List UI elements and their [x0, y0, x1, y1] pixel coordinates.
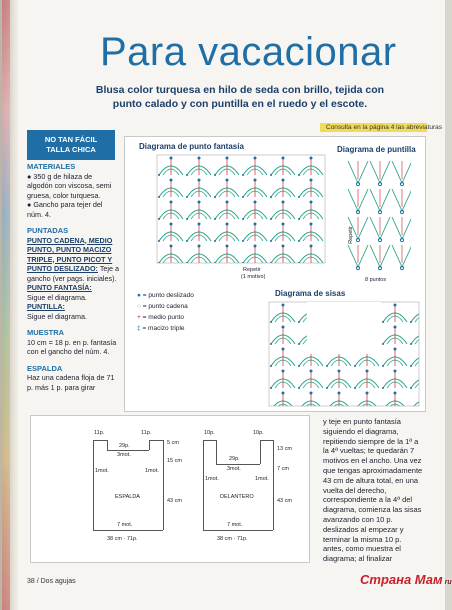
puntilla-repeat-label: Repetir	[347, 226, 354, 244]
back-dim-15: 15 cm	[167, 458, 182, 464]
fantasia-repeat-sub: (1 motivo)	[241, 274, 266, 280]
front-shoulder-right: 10p.	[253, 430, 264, 436]
puntilla-chart	[347, 159, 413, 275]
front-shoulder-left: 10p.	[204, 430, 215, 436]
page-footer: 38 / Dos agujas	[27, 578, 76, 585]
front-mot-right: 1mot.	[255, 476, 269, 482]
back-bottom-mot: 7 mot.	[117, 522, 133, 528]
sample-heading: MUESTRA	[27, 328, 65, 337]
legend-item: + = medio punto	[137, 314, 184, 321]
crochet-diagram-panel	[124, 136, 426, 412]
sisas-chart	[269, 302, 419, 408]
stitches-heading: PUNTADAS	[27, 226, 69, 235]
front-label: DELANTERO	[220, 494, 254, 500]
legend-item: ● = punto deslizado	[137, 292, 194, 299]
back-shoulder-left: 11p.	[94, 430, 105, 436]
back-height: 43 cm	[167, 498, 182, 504]
instructions-sidebar: MATERIALES ● 350 g de hilaza de algodón con viscosa, semi gruesa, color turquesa. ● Gancho para tejer del núm. 4. PUNTADAS PUNTO CADENA, MEDIO PUNTO, PUNTO MACIZO TRIPLE, PUNTO PICOT Y PUNTO DESLIZADO: Teje a gancho (ver pags. iniciales). PUNTO FANTASÍA: Sigue el diagrama. PUNTILLA: Sigue el diagrama. MUESTRA 10 cm = 18 p. en p. fantasía con el gancho del núm. 4. ESPALDA Haz una cadena floja de 71 p. más 1 p. para girar	[27, 162, 120, 392]
stitch-term: PUNTO CADENA, MEDIO PUNTO, PUNTO MACIZO TRIPLE, PUNTO PICOT Y PUNTO DESLIZADO:	[27, 235, 113, 273]
front-height: 43 cm	[277, 498, 292, 504]
front-dim-7: 7 cm	[277, 466, 289, 472]
sisas-diagram-title: Diagrama de sisas	[275, 289, 346, 298]
back-neck-mot: 3mot.	[117, 452, 131, 458]
back-mot-left: 1mot.	[95, 468, 109, 474]
reference-note: Consulta en la página 4 las abreviaturas	[326, 124, 443, 131]
back-shoulder-right: 11p.	[141, 430, 152, 436]
materials-heading: MATERIALES	[27, 162, 76, 171]
difficulty-badge: NO TAN FÁCIL TALLA CHICA	[27, 130, 115, 160]
front-mot-left: 1mot.	[205, 476, 219, 482]
front-bottom-mot: 7 mot.	[227, 522, 243, 528]
back-neck: 29p.	[119, 443, 130, 449]
stitch-term: PUNTO FANTASÍA:	[27, 283, 92, 292]
stitch-term: PUNTILLA:	[27, 302, 65, 311]
front-neck: 29p.	[229, 456, 240, 462]
spine-strip	[2, 0, 10, 610]
front-neck-mot: 3mot.	[227, 466, 241, 472]
page-subtitle: Blusa color turquesa en hilo de seda con brillo, tejida con punto calado y con puntilla en el ruedo y el escote.	[95, 84, 385, 110]
fantasia-chart	[157, 155, 327, 265]
fantasia-repeat-label: Repetir	[243, 267, 261, 273]
front-dim-13: 13 cm	[277, 446, 292, 452]
fantasia-diagram-title: Diagrama de punto fantasía	[139, 142, 244, 151]
legend-item: ○ = punto cadena	[137, 303, 188, 310]
back-mot-right: 1mot.	[145, 468, 159, 474]
back-dim-5: 5 cm	[167, 440, 179, 446]
back-width: 38 cm · 71p.	[107, 536, 138, 542]
front-width: 38 cm · 71p.	[217, 536, 248, 542]
material-item: ● 350 g de hilaza de algodón con viscosa, semi gruesa, color turquesa.	[27, 171, 112, 200]
material-item: ● Gancho para tejer del núm. 4.	[27, 200, 103, 219]
watermark-logo: Страна Мам ru	[360, 572, 452, 587]
back-heading: ESPALDA	[27, 363, 63, 373]
puntilla-count: 8 puntos	[365, 277, 387, 283]
puntilla-diagram-title: Diagrama de puntilla	[337, 145, 416, 154]
legend-item: ‡ = macizo triple	[137, 325, 185, 332]
back-label: ESPALDA	[115, 494, 140, 500]
garment-pattern-panel	[30, 415, 310, 563]
page-title: Para vacacionar	[100, 30, 397, 74]
instructions-body: y teje en punto fantasía siguiendo el diagrama, repitiendo siempre de la 1ª a la 4ª vueltas; te quedarán 7 motivos en el ancho. Una vez que tengas aproximadamente 43 cm de altura total, en una vuelta del derecho, correspondiente a la 4ª del diagrama, comienza las sisas avanzando con 10 p. deslizados al empezar y terminar la misma 10 p. antes, como muestra el diagrama; al finalizar	[323, 417, 423, 564]
